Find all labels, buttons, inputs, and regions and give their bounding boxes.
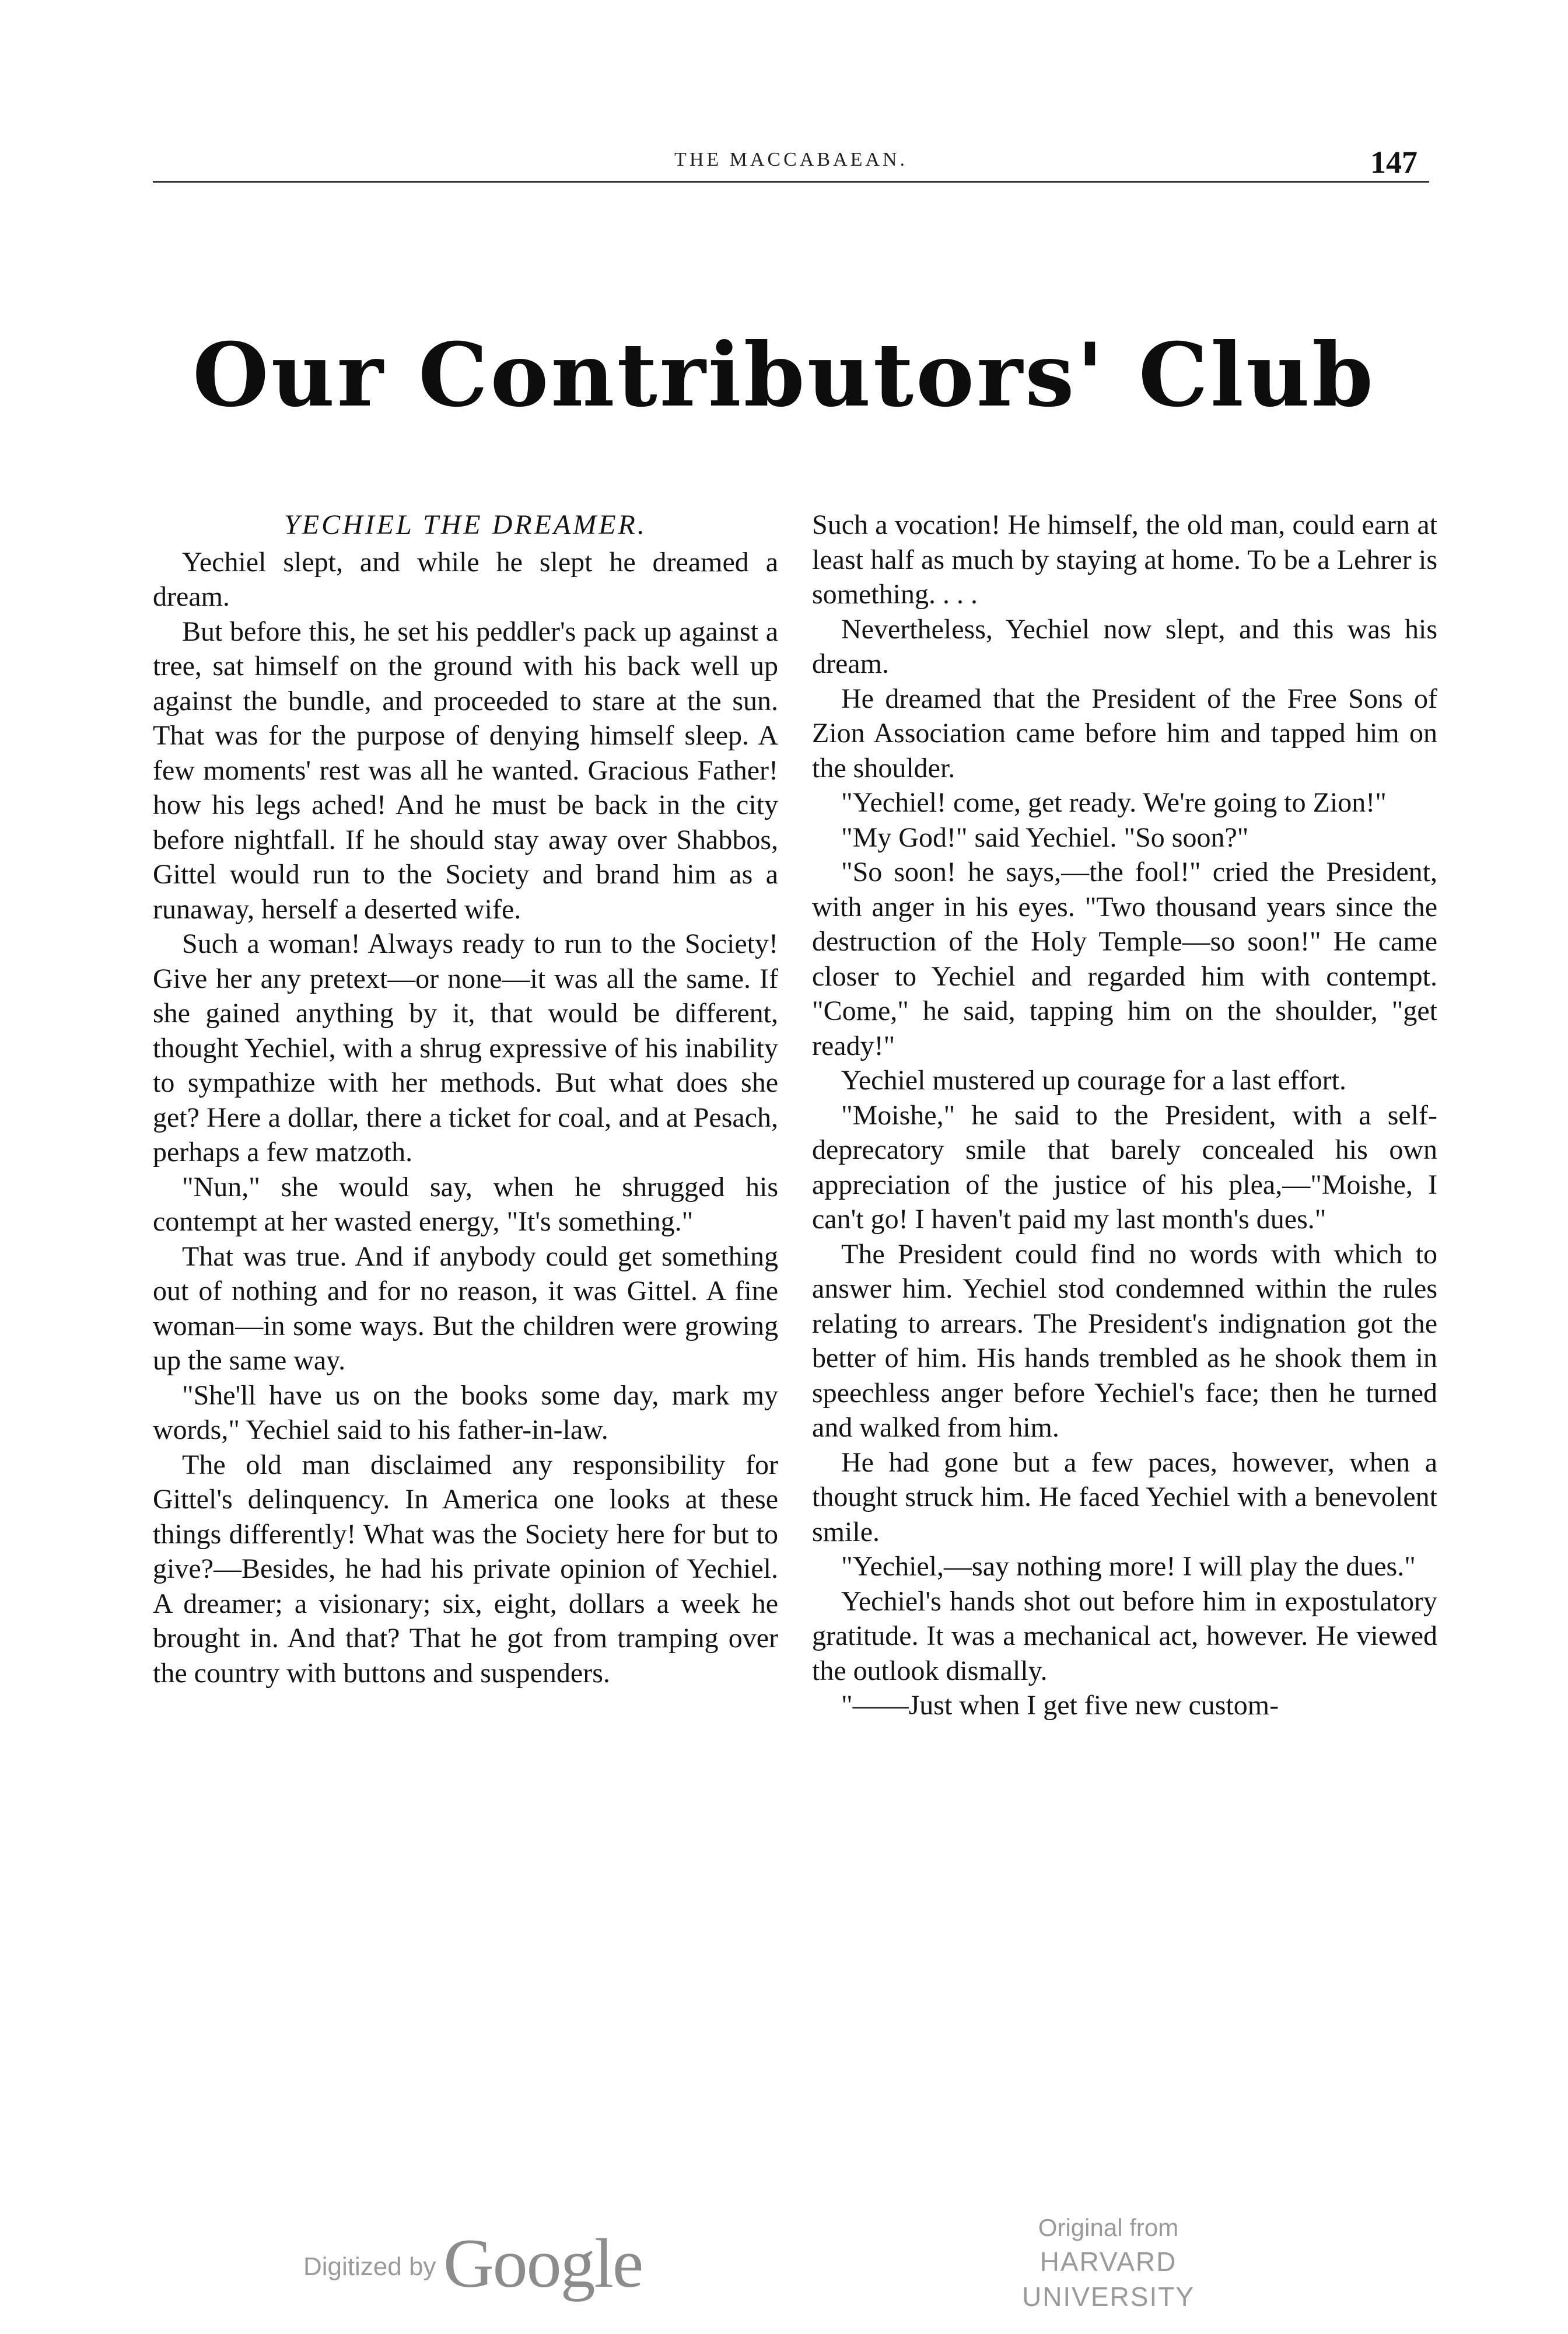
- header-rule: [153, 181, 1429, 183]
- paragraph-continuation: Such a vocation! He himself, the old man, could earn at least half as much by staying at home. To be a Lehrer is something. . . .: [812, 509, 1437, 610]
- paragraph: "So soon! he says,—the fool!" cried the President, with anger in his eyes. "Two thousand years since the destruction of the Holy Temple—so soon!" He came closer to Yechiel and regarded him with contempt. "Come," he said, tapping him on the shoulder, "get ready!": [812, 857, 1437, 1061]
- institution-name: HARVARD UNIVERSITY: [1021, 2246, 1195, 2312]
- paragraph: The President could find no words with which to answer him. Yechiel stod condemned within the rules relating to arrears. The President's indignation got the better of him. His hands trembled as he shook them in speechless anger before Yechiel's face; then he turned and walked from him.: [812, 1238, 1437, 1443]
- page-number: 147: [1370, 145, 1418, 180]
- digitized-by-label: Digitized by: [303, 2252, 436, 2281]
- paragraph: "Moishe," he said to the President, with a self-deprecatory smile that barely concealed his own appreciation of the justice of his plea,—"Moishe, I can't go! I haven't paid my last month's dues.": [812, 1099, 1437, 1235]
- story-title: YECHIEL THE DREAMER.: [284, 509, 647, 540]
- paragraph: Such a woman! Always ready to run to the Society! Give her any pretext—or none—it was all the same. If she gained anything by it, that would be different, thought Yechiel, with a shrug expressive of his inability to sympathize with her methods. But what does she get? Here a dollar, there a ticket for coal, and at Pesach, perhaps a few matzoth.: [153, 928, 778, 1168]
- paragraph: "She'll have us on the books some day, mark my words," Yechiel said to his father-in-law.: [153, 1379, 778, 1445]
- paragraph: But before this, he set his peddler's pack up against a tree, sat himself on the ground with his back well up against the bundle, and proceeded to stare at the sun. That was for the purpose of denying himself sleep. A few moments' rest was all he wanted. Gracious Father! how his legs ached! And he must be back in the city before nightfall. If he should stay away over Shabbos, Gittel would run to the Society and brand him as a runaway, herself a deserted wife.: [153, 616, 778, 925]
- paragraph: The old man disclaimed any responsibility for Gittel's delinquency. In America one looks at these things differently! What was the Society here for but to give?—Besides, he had his private opinion of Yechiel. A dreamer; a visionary; six, eight, dollars a week he brought in. And that? That he got from tramping over the country with buttons and suspenders.: [153, 1449, 778, 1689]
- paragraph: "My God!" said Yechiel. "So soon?": [841, 822, 1249, 853]
- paragraph: Yechiel's hands shot out before him in expostulatory gratitude. It was a mechanical act, however. He viewed the outlook dismally.: [812, 1585, 1437, 1686]
- running-head-title: THE MACCABAEAN.: [674, 149, 908, 170]
- paragraph: "Yechiel! come, get ready. We're going to Zion!": [841, 787, 1387, 818]
- section-title: Our Contributors' Club: [192, 324, 1376, 427]
- paragraph: Yechiel slept, and while he slept he dreamed a dream.: [153, 546, 778, 612]
- paragraph: "Yechiel,—say nothing more! I will play the dues.": [841, 1551, 1416, 1582]
- paragraph: Nevertheless, Yechiel now slept, and this was his dream.: [812, 613, 1437, 679]
- paragraph: He had gone but a few paces, however, when a thought struck him. He faced Yechiel with a benevolent smile.: [812, 1446, 1437, 1547]
- original-from-label: Original from: [1038, 2214, 1179, 2241]
- paragraph: Yechiel mustered up courage for a last effort.: [841, 1065, 1346, 1096]
- right-column: [812, 508, 1437, 1723]
- original-source: [957, 2211, 1260, 2314]
- paragraph: "——Just when I get five new custom-: [841, 1690, 1279, 1721]
- google-logo: Google: [443, 2224, 643, 2302]
- paragraph: "Nun," she would say, when he shrugged his contempt at her wasted energy, "It's something.": [153, 1171, 778, 1237]
- running-header: [153, 145, 1429, 180]
- digitization-footer: [0, 2211, 1568, 2312]
- paragraph: That was true. And if anybody could get something out of nothing and for no reason, it was Gittel. A fine woman—in some ways. But the children were growing up the same way.: [153, 1241, 778, 1376]
- left-column: [153, 508, 778, 1690]
- paragraph: He dreamed that the President of the Free Sons of Zion Association came before him and tapped him on the shoulder.: [812, 683, 1437, 784]
